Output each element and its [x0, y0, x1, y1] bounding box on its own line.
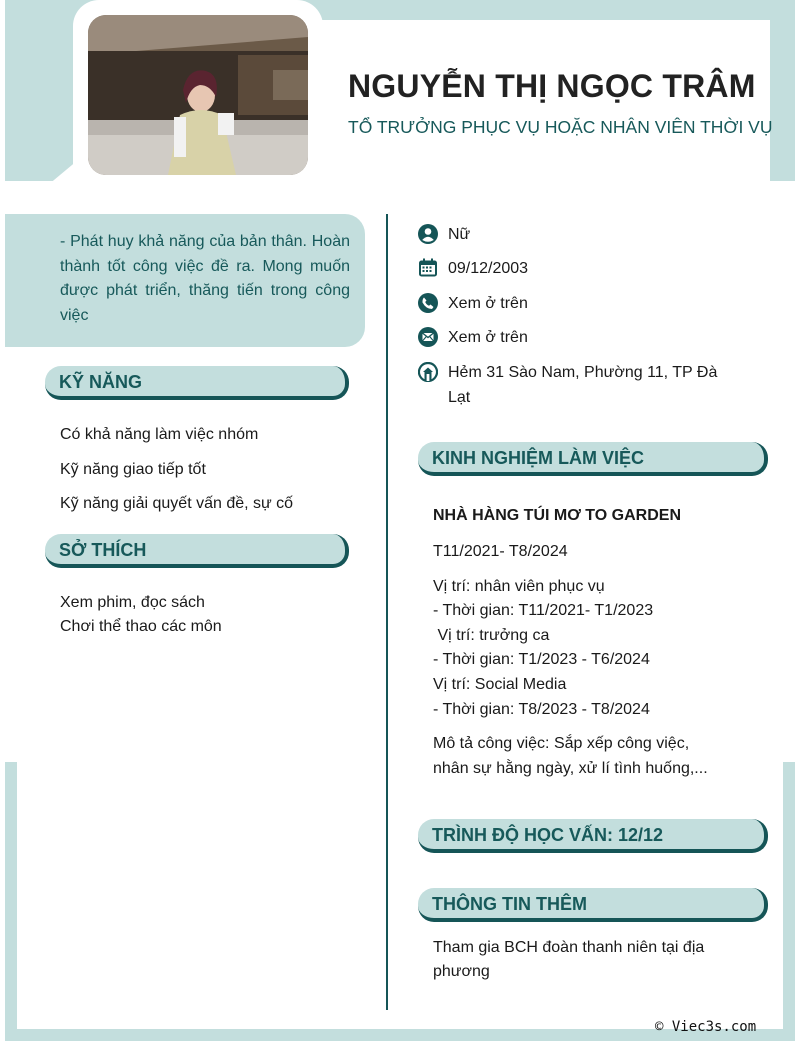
skill-item: Có khả năng làm việc nhóm [60, 426, 259, 443]
frame-left [5, 762, 17, 1041]
skills-heading [45, 366, 349, 400]
skill-item: Kỹ năng giao tiếp tốt [60, 461, 206, 478]
location-icon [418, 362, 438, 382]
extra-info-heading-label: THÔNG TIN THÊM [432, 894, 587, 914]
experience-line: Vị trí: Social Media [433, 676, 567, 693]
extra-info-line-2: phương [433, 963, 490, 980]
education-heading [418, 819, 768, 853]
education-heading-label: TRÌNH ĐỘ HỌC VẤN: 12/12 [432, 825, 664, 845]
extra-info-line-1: Tham gia BCH đoàn thanh niên tại địa [433, 939, 705, 956]
birthday-value: 09/12/2003 [448, 260, 529, 277]
experience-heading-label: KINH NGHIỆM LÀM VIỆC [432, 448, 645, 468]
candidate-title: TỔ TRƯỞNG PHỤC VỤ HOẶC NHÂN VIÊN THỜI VỤ [348, 117, 773, 137]
calendar-icon [418, 258, 438, 278]
career-objective-box [5, 214, 365, 347]
frame-right [783, 762, 795, 1041]
user-icon [418, 224, 438, 244]
skill-item: Kỹ năng giải quyết vấn đề, sự cố [60, 495, 294, 512]
company-name: NHÀ HÀNG TÚI MƠ TO GARDEN [433, 507, 682, 524]
gender-value: Nữ [448, 226, 471, 243]
experience-line: - Thời gian: T1/2023 - T6/2024 [433, 651, 650, 668]
experience-line: - Thời gian: T8/2023 - T8/2024 [433, 701, 650, 718]
hobby-item: Chơi thể thao các môn [60, 618, 222, 635]
address-line-1: Hẻm 31 Sào Nam, Phường 11, TP Đà [448, 364, 718, 381]
career-objective-text: - Phát huy khả năng của bản thân. Hoàn thành tốt công việc đề ra. Mong muốn được phát triển, thăng tiến trong công việc [60, 233, 350, 324]
phone-value: Xem ở trên [448, 295, 528, 312]
header-white-panel [318, 20, 770, 200]
extra-info-heading [418, 888, 768, 922]
experience-heading [418, 442, 768, 476]
skills-heading-label: KỸ NĂNG [59, 372, 143, 392]
email-value: Xem ở trên [448, 329, 528, 346]
hobbies-heading [45, 534, 349, 568]
experience-line: Vị trí: trưởng ca [433, 627, 550, 644]
work-period: T11/2021- T8/2024 [433, 543, 568, 560]
candidate-name: NGUYỄN THỊ NGỌC TRÂM [348, 68, 756, 104]
column-divider [386, 214, 388, 1010]
hobby-item: Xem phim, đọc sách [60, 594, 205, 611]
watermark: © Viec3s.com [655, 1019, 757, 1035]
job-description-line-1: Mô tả công việc: Sắp xếp công việc, [433, 735, 690, 752]
email-icon [418, 327, 438, 347]
phone-icon [418, 293, 438, 313]
job-description-line-2: nhân sự hằng ngày, xử lí tình huống,... [433, 760, 708, 777]
experience-line: - Thời gian: T11/2021- T1/2023 [433, 602, 654, 619]
profile-photo [88, 15, 308, 175]
experience-line: Vị trí: nhân viên phục vụ [433, 578, 605, 595]
hobbies-heading-label: SỞ THÍCH [59, 540, 147, 560]
address-line-2: Lạt [448, 389, 471, 406]
